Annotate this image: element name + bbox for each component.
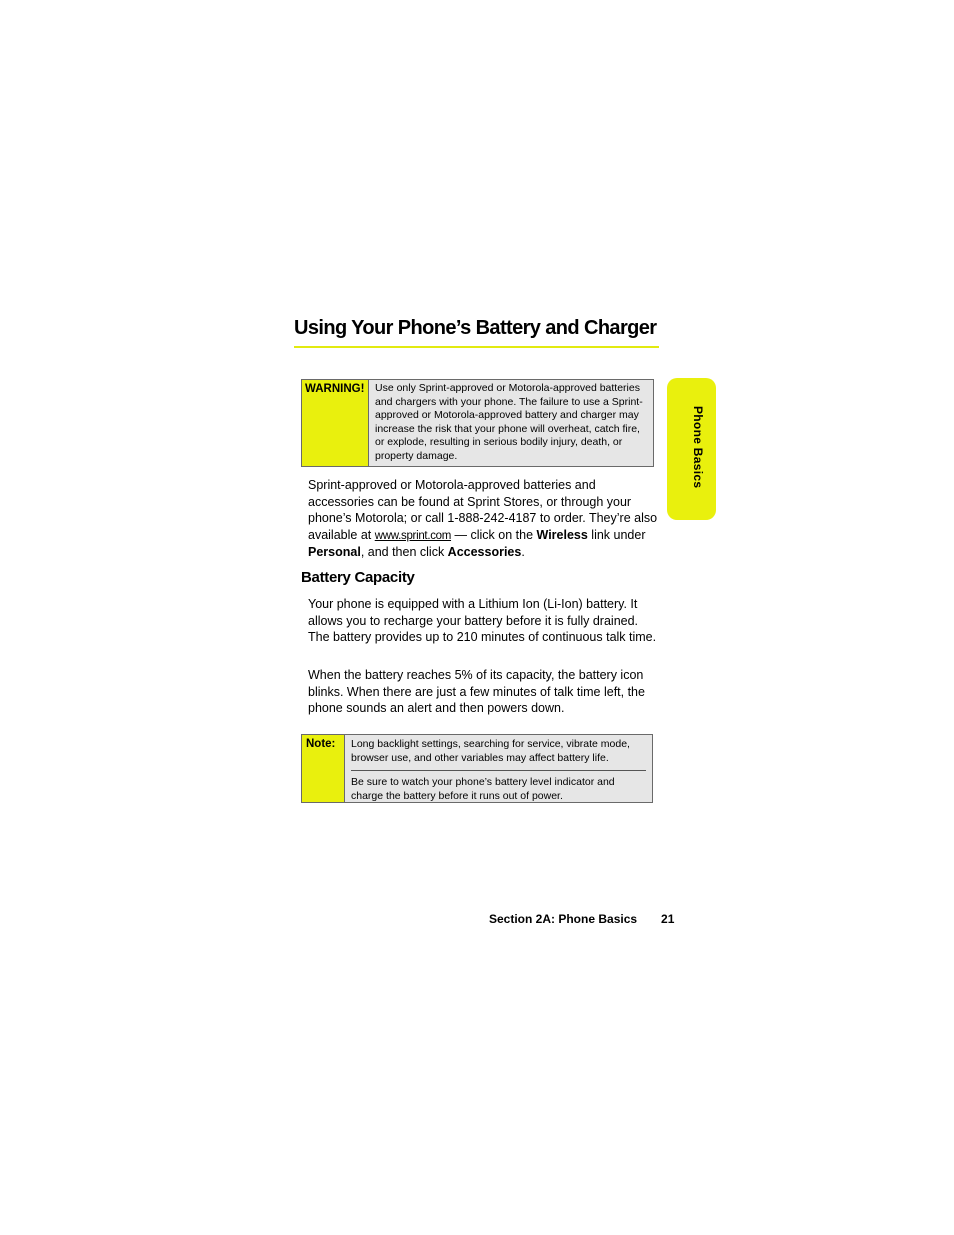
side-tab-label: Phone Basics [691,406,705,489]
page-footer [489,912,674,926]
intro-text-link-under: link under [587,527,646,542]
battery-paragraph-2: When the battery reaches 5% of its capacity, the battery icon blinks. When there are just a few minutes of talk time left, the phone sounds an alert and then powers down. [308,668,645,715]
intro-text-end: . [521,545,525,559]
intro-paragraph [308,477,658,561]
note-item-2: Be sure to watch your phone’s battery level indicator and charge the battery before it runs out of power. [351,776,615,802]
note-body [345,735,652,802]
section-side-tab [667,378,716,520]
sprint-link[interactable]: www.sprint.com [374,529,452,542]
note-label: Note: [302,735,345,802]
note-callout [301,734,653,803]
warning-callout [301,379,654,467]
footer-page-number: 21 [661,912,675,926]
battery-paragraph-1: Your phone is equipped with a Lithium Ion (Li-Ion) battery. It allows you to recharge your battery before it is fully drained. The battery provides up to 210 minutes of continuous talk time. [308,597,657,644]
intro-text: Sprint-approved or Motorola-approved batteries and accessories can be found at Sprint Stores, or through your phone’s Motorola; or call 1-888-242-4187 to order. They’re also available at [308,478,658,542]
warning-label: WARNING! [302,380,369,466]
personal-term: Personal [308,545,361,559]
wireless-term: Wireless [536,527,588,542]
footer-section: Section 2A: Phone Basics [489,912,638,926]
intro-text-then-click: , and then click [360,545,448,559]
note-divider [351,770,646,771]
note-item-1: Long backlight settings, searching for service, vibrate mode, browser use, and other variables may affect battery life. [351,738,630,764]
page-title: Using Your Phone’s Battery and Charger [294,315,659,348]
intro-text-after-link: — click on the [451,527,537,542]
accessories-term: Accessories [447,545,522,559]
battery-capacity-heading: Battery Capacity [301,569,415,586]
warning-text: Use only Sprint-approved or Motorola-approved batteries and chargers with your phone. The failure to use a Sprint-approved or Motorola-approved battery and charger may increase the risk that your phone will overheat, catch fire, or explode, resulting in serious bodily injury, death, or property damage. [375,382,643,462]
